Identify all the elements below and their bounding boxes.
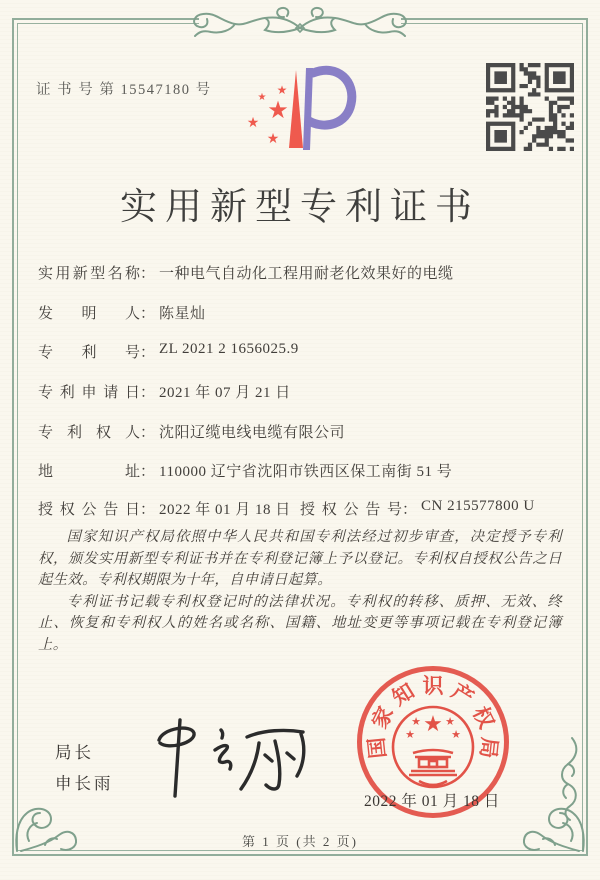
field-value: 陈星灿 bbox=[159, 306, 206, 322]
cnipa-official-seal: 国 家 知 识 产 权 局 ★ ★ ★ ★ ★ bbox=[357, 666, 509, 818]
legal-text-block bbox=[38, 527, 562, 657]
national-emblem-icon bbox=[387, 697, 479, 795]
svg-text:★: ★ bbox=[445, 715, 455, 729]
grant-date-value: 2022 年 01 月 18 日 bbox=[159, 502, 291, 518]
field-label: 专利号 bbox=[38, 345, 140, 361]
director-name: 申长雨 bbox=[55, 774, 114, 793]
grant-number-label: 授权公告号 bbox=[300, 502, 402, 518]
field-row-grant: 授权公告日： 2022 年 01 月 18 日 授权公告号： CN 215577800 U bbox=[38, 498, 535, 518]
certificate-number: 证 书 号 第 15547180 号 bbox=[36, 82, 212, 98]
field-row-patentee: 专利权人： 沈阳辽缆电线电缆有限公司 bbox=[38, 421, 564, 445]
field-row-inventor: 发明人： 陈星灿 bbox=[38, 302, 564, 326]
svg-text:★: ★ bbox=[405, 728, 415, 742]
field-value: 一种电气自动化工程用耐老化效果好的电缆 bbox=[159, 266, 454, 282]
field-row-filing-date: 专利申请日： 2021 年 07 月 21 日 bbox=[38, 381, 564, 405]
right-edge-vine-ornament-icon bbox=[552, 736, 588, 822]
grant-date-label: 授权公告日 bbox=[38, 502, 140, 518]
top-scroll-ornament-icon bbox=[183, 2, 417, 46]
svg-text:★: ★ bbox=[267, 96, 289, 124]
svg-text:★: ★ bbox=[451, 728, 461, 742]
field-label: 发明人 bbox=[38, 306, 140, 322]
field-row-patent-number: 专利号： ZL 2021 2 1656025.9 bbox=[38, 341, 299, 361]
field-value: 2021 年 07 月 21 日 bbox=[159, 385, 291, 401]
director-signature-icon bbox=[135, 712, 325, 807]
svg-text:★: ★ bbox=[423, 712, 443, 738]
page-number: 第 1 页 (共 2 页) bbox=[242, 834, 358, 849]
seal-date: 2022 年 01 月 18 日 bbox=[364, 793, 500, 810]
svg-text:★: ★ bbox=[266, 131, 280, 147]
field-label: 地址 bbox=[38, 464, 140, 480]
field-row-name: 实用新型名称： 一种电气自动化工程用耐老化效果好的电缆 bbox=[38, 262, 564, 286]
director-title: 局长 bbox=[55, 743, 94, 762]
svg-text:★: ★ bbox=[411, 715, 421, 729]
field-label: 实用新型名称 bbox=[38, 266, 140, 282]
field-value: ZL 2021 2 1656025.9 bbox=[159, 341, 299, 357]
field-label: 专利权人 bbox=[38, 425, 140, 441]
field-value: 沈阳辽缆电线电缆有限公司 bbox=[159, 425, 346, 441]
legal-paragraph-1: 国家知识产权局依照中华人民共和国专利法经过初步审查，决定授予专利权，颁发实用新型专利证书并在专利登记簿上予以登记。专利权自授权公告之日起生效。专利权期限为十年，自申请日起算。 bbox=[38, 529, 562, 589]
svg-text:★: ★ bbox=[276, 83, 288, 97]
grant-number-pair: 授权公告号： CN 215577800 U bbox=[300, 498, 535, 518]
field-label: 专利申请日 bbox=[38, 385, 140, 401]
certificate-title: 实用新型专利证书 bbox=[120, 187, 480, 228]
field-row-address: 地址： 110000 辽宁省沈阳市铁西区保工南街 51 号 bbox=[38, 460, 564, 484]
legal-paragraph-2: 专利证书记载专利权登记时的法律状况。专利权的转移、质押、无效、终止、恢复和专利权人的姓名或名称、国籍、地址变更等事项记载在专利登记簿上。 bbox=[38, 593, 562, 653]
field-value: 110000 辽宁省沈阳市铁西区保工南街 51 号 bbox=[159, 464, 453, 480]
grant-number-value: CN 215577800 U bbox=[421, 498, 535, 514]
director-block bbox=[55, 737, 114, 799]
svg-text:★: ★ bbox=[257, 92, 267, 103]
bottom-left-corner-ornament-icon bbox=[11, 805, 81, 853]
svg-text:★: ★ bbox=[246, 115, 260, 131]
